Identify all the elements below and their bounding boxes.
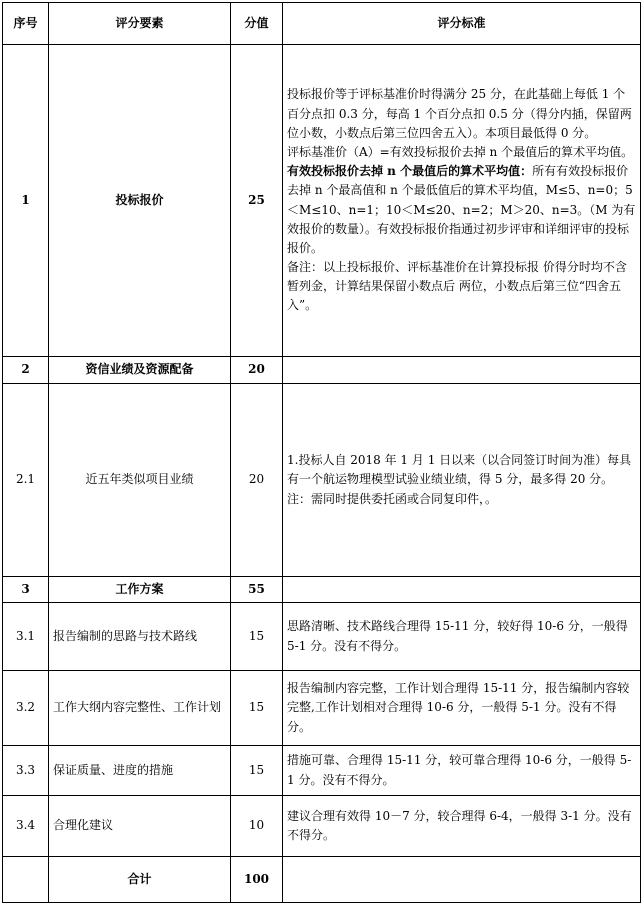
criteria-paragraph: 投标报价等于评标基准价时得满分 25 分，在此基础上每低 1 个百分点扣 0.3 分，每高 1 个百分点扣 0.5 分（得分内插，保留两位小数，小数点后第三位四舍五入）。本项目最低得 0 分。: [287, 87, 632, 140]
row-criteria: 报告编制内容完整，工作计划合理得 15-11 分，报告编制内容较完整,工作计划相对合理得 10-6 分，一般得 5-1 分。没有不得分。: [283, 671, 641, 746]
scoring-table: [2, 2, 641, 903]
table-row: [3, 357, 641, 384]
header-criteria: 评分标准: [283, 3, 641, 45]
total-row: [3, 857, 641, 903]
row-criteria: [283, 357, 641, 384]
table-row: [3, 384, 641, 577]
row-no: 3.1: [3, 603, 49, 671]
row-no: 1: [3, 45, 49, 357]
row-score: 15: [231, 671, 283, 746]
header-no: 序号: [3, 3, 49, 45]
table-row: [3, 45, 641, 357]
table-row: [3, 671, 641, 746]
row-factor: 工作大纲内容完整性、工作计划: [49, 671, 231, 746]
row-score: 25: [231, 45, 283, 357]
row-factor: 资信业绩及资源配备: [49, 357, 231, 384]
row-criteria: [283, 45, 641, 357]
criteria-paragraph: [287, 162, 636, 258]
row-score: 15: [231, 746, 283, 796]
table-row: [3, 796, 641, 857]
row-factor: 保证质量、进度的措施: [49, 746, 231, 796]
header-score: 分值: [231, 3, 283, 45]
row-no: 3.4: [3, 796, 49, 857]
table-row: [3, 746, 641, 796]
total-no: [3, 857, 49, 903]
row-factor: 近五年类似项目业绩: [49, 384, 231, 577]
row-score: 10: [231, 796, 283, 857]
total-criteria: [283, 857, 641, 903]
table-row: [3, 603, 641, 671]
total-score: 100: [231, 857, 283, 903]
row-no: 3.2: [3, 671, 49, 746]
row-score: 20: [231, 357, 283, 384]
row-criteria: 思路清晰、技术路线合理得 15-11 分，较好得 10-6 分，一般得 5-1 分。没有不得分。: [283, 603, 641, 671]
row-factor: 投标报价: [49, 45, 231, 357]
criteria-strong-text: 有效投标报价去掉 n 个最值后的算术平均值：: [287, 164, 533, 179]
header-factor: 评分要素: [49, 3, 231, 45]
header-row: [3, 3, 641, 45]
row-criteria: [283, 577, 641, 603]
row-no: 3.3: [3, 746, 49, 796]
row-factor: 报告编制的思路与技术路线: [49, 603, 231, 671]
criteria-paragraph: 注：需同时提供委托函或合同复印件，。: [287, 491, 498, 506]
row-factor: 工作方案: [49, 577, 231, 603]
criteria-paragraph: 备注：以上投标报价、评标基准价在计算投标报 价得分时均不含暂列金，计算结果保留小数点后 两位，小数点后第三位“四舍五入”。: [287, 260, 627, 313]
criteria-text: 所有有效投标报价去掉 n 个最高值和 n 个最低值后的算术平均值，M≤5、n=0；5 ＜M≤10、n=1；10＜M≤20、n=2；M＞20、n=3。（M 为有效报价的数量）。有效投标报价指通过初步评审和详细评审的投标报价。: [287, 164, 636, 255]
total-label: 合计: [49, 857, 231, 903]
row-no: 2: [3, 357, 49, 384]
row-no: 2.1: [3, 384, 49, 577]
row-score: 20: [231, 384, 283, 577]
row-criteria: [283, 384, 641, 577]
row-criteria: 建议合理有效得 10－7 分，较合理得 6-4，一般得 3-1 分。没有不得分。: [283, 796, 641, 857]
table-row: [3, 577, 641, 603]
row-score: 15: [231, 603, 283, 671]
row-no: 3: [3, 577, 49, 603]
row-score: 55: [231, 577, 283, 603]
row-criteria: 措施可靠、合理得 15-11 分，较可靠合理得 10-6 分，一般得 5-1 分。没有不得分。: [283, 746, 641, 796]
criteria-paragraph: 评标基准价（A）=有效投标报价去掉 n 个最值后的算术平均值。: [287, 144, 634, 159]
row-factor: 合理化建议: [49, 796, 231, 857]
criteria-paragraph: 1.投标人自 2018 年 1 月 1 日以来（以合同签订时间为准）每具有一个航运物理模型试验业绩业绩，得 5 分，最多得 20 分。: [287, 453, 632, 487]
